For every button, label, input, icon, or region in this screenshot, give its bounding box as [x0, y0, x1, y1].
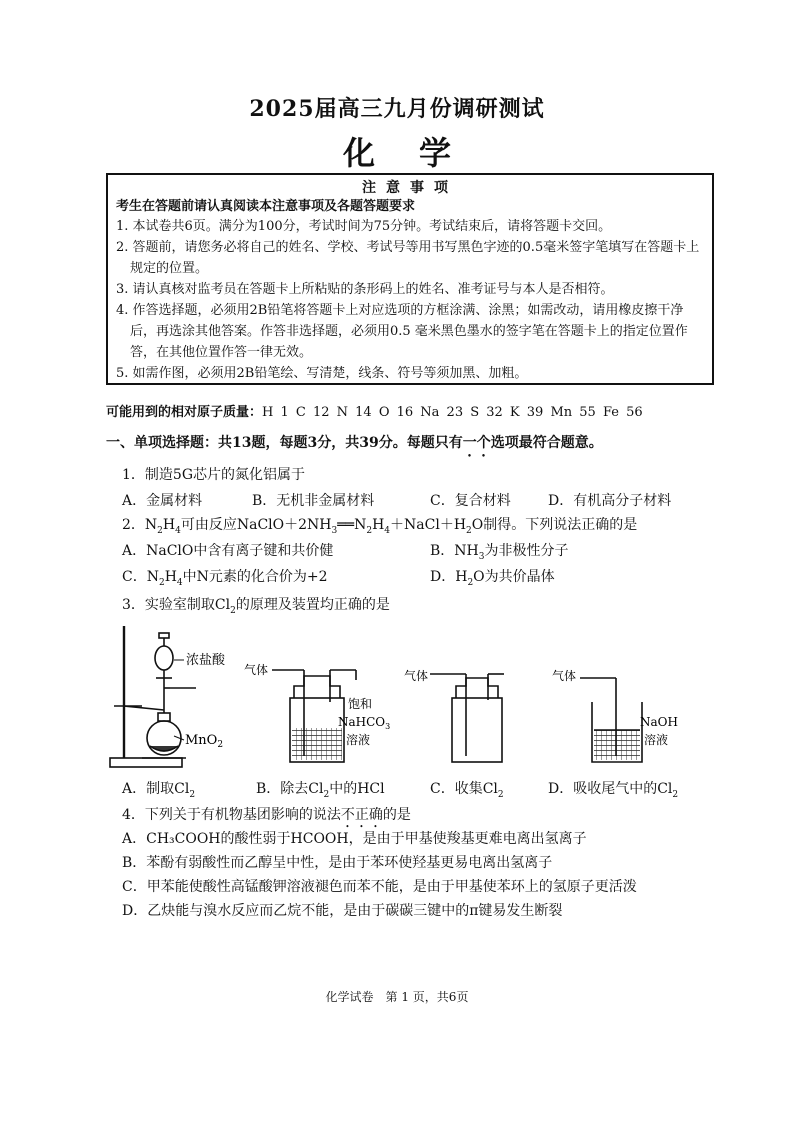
label-gas-c: 气体 [404, 669, 429, 683]
q1-option-a: A．金属材料 [122, 493, 203, 509]
notice-item: 3. 请认真核对监考员在答题卡上所粘贴的条形码上的姓名、准考证号与本人是否相符。 [116, 282, 614, 297]
label-naoh: NaOH [640, 715, 678, 729]
label-saturated: 饱和 [348, 697, 373, 711]
notice-heading: 注意事项 [362, 180, 458, 196]
subject-title: 化学 [342, 134, 495, 172]
atomic-masses [106, 401, 643, 420]
notice-lead: 考生在答题前请认真阅读本注意事项及各题答题要求 [116, 199, 416, 214]
q4-option-a: A．CH₃COOH的酸性弱于HCOOH，是由于甲基使羧基更难电离出氢离子 [122, 831, 587, 847]
q3-option-a: A．制取$Cl_2$ [122, 781, 196, 800]
notice-item: 5. 如需作图，必须用2B铅笔绘、写清楚，线条、符号等须加黑、加粗。 [116, 366, 528, 381]
q4-stem: 4．下列关于有机物基团影响的说法不正确的是 [122, 807, 411, 823]
label-gas-d: 气体 [552, 669, 577, 683]
notice-item: 2. 答题前，请您务必将自己的姓名、学校、考试号等用书写黑色字迹的0.5毫米签字笔填写在答题卡上规定的位置。 [116, 240, 700, 276]
label-gas-b: 气体 [244, 663, 269, 677]
q2-option-b: B．$NH_3$为非极性分子 [430, 543, 569, 562]
q3-apparatus-figure [104, 618, 704, 778]
q2-stem: 2．$N_2H_4$可由反应$NaClO+2NH_3══N_2H_4+NaCl+H_2O$制得。下列说法正确的是 [122, 517, 638, 536]
label-mno2: MnO$_2$ [185, 733, 224, 750]
q3-stem: 3．实验室制取$Cl_2$的原理及装置均正确的是 [122, 597, 390, 616]
q1-option-c: C．复合材料 [430, 493, 511, 509]
q1-option-b: B．无机非金属材料 [252, 493, 375, 509]
q1-stem: 1．制造5G芯片的氮化铝属于 [122, 467, 305, 483]
apparatus-generator [110, 626, 196, 767]
label-solution-d: 溶液 [644, 733, 669, 747]
label-solution-b: 溶液 [346, 733, 371, 747]
notice-box [106, 173, 714, 385]
mno2-leader-line [174, 736, 184, 740]
page-footer: 化学试卷 第 1 页，共6页 [325, 990, 469, 1004]
q4-option-b: B．苯酚有弱酸性而乙醇呈中性，是由于苯环使羟基更易电离出氢离子 [122, 855, 553, 871]
section-heading: 一、单项选择题：共13题，每题3分，共39分。每题只有一个选项最符合题意。 [106, 435, 603, 451]
notice-item: 1. 本试卷共6页。满分为100分，考试时间为75分钟。考试结束后，请将答题卡交回。 [116, 219, 612, 234]
apparatus-collection-bottle [430, 674, 504, 762]
label-conc-hcl: 浓盐酸 [186, 653, 226, 668]
atomic-masses-values: H 1 C 12 N 14 O 16 Na 23 S 32 K 39 Mn 55 Fe 56 [262, 405, 643, 420]
exam-title: 2025届高三九月份调研测试 [249, 96, 545, 122]
q3-option-b: B．除去$Cl_2$中的HCl [256, 781, 385, 800]
q2-option-a: A．NaClO中含有离子键和共价健 [122, 543, 334, 559]
atomic-masses-label: 可能用到的相对原子质量： [106, 405, 263, 420]
apparatus-absorption-beaker [580, 678, 642, 762]
q4-option-c: C．甲苯能使酸性高锰酸钾溶液褪色而苯不能，是由于甲基使苯环上的氢原子更活泼 [122, 879, 637, 895]
q4-option-d: D．乙炔能与溴水反应而乙烷不能，是由于碳碳三键中的π键易发生断裂 [122, 903, 563, 919]
label-nahco3: NaHCO$_3$ [338, 715, 391, 731]
notice-item: 4. 作答选择题，必须用2B铅笔将答题卡上对应选项的方框涂满、涂黑；如需改动，请用橡皮擦干净后，再选涂其他答案。作答非选择题，必须用0.5 毫米黑色墨水的签字笔在答题卡上的指定位置作答，在其他位置作答一律无效。 [116, 303, 688, 360]
q3-option-c: C．收集$Cl_2$ [430, 781, 504, 800]
q2-option-d: D．$H_2O$为共价晶体 [430, 569, 555, 588]
q1-option-d: D．有机高分子材料 [548, 493, 672, 509]
q3-option-d: D．吸收尾气中的$Cl_2$ [548, 781, 679, 800]
q2-option-c: C．$N_2H_4$中N元素的化合价为+2 [122, 569, 328, 588]
